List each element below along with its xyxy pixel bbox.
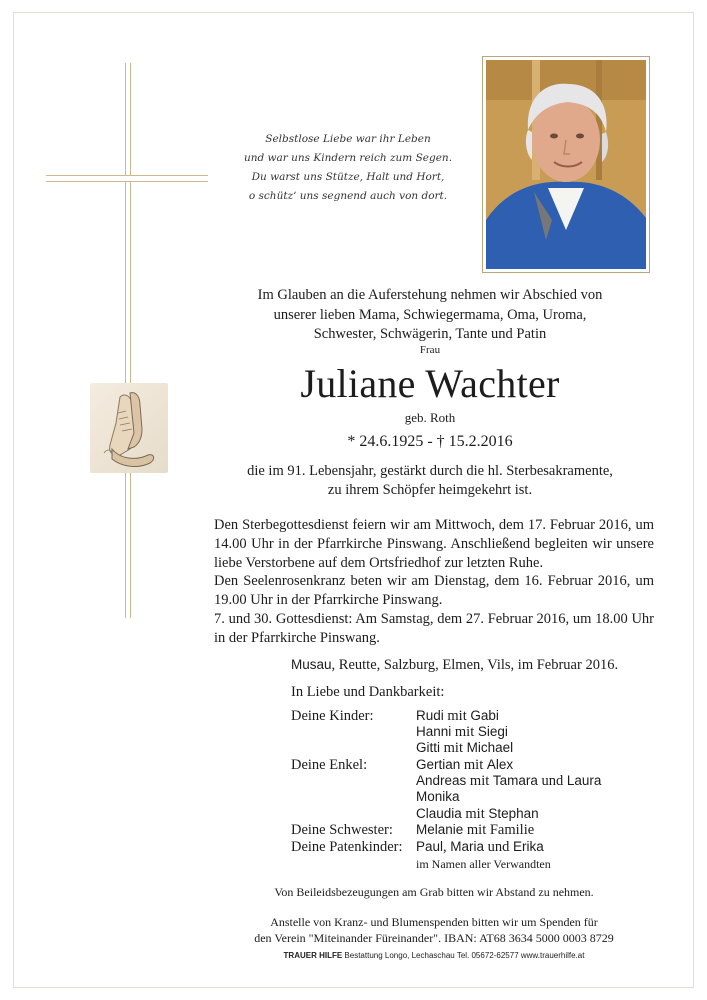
masses-paragraph: 7. und 30. Gottesdienst: Am Samstag, dem 27. Februar 2016, um 18.00 Uhr in der Pfarrkirche Pinswang. (214, 611, 654, 646)
mourner-line: Paul, Maria und Erika (416, 839, 544, 855)
poem (228, 130, 468, 206)
intro-text (230, 286, 630, 345)
place-town: Musau (291, 657, 332, 672)
poem-line: Selbstlose Liebe war ihr Leben (265, 133, 431, 145)
praying-hands-icon (90, 383, 168, 473)
grandchildren-label: Deine Enkel: (291, 757, 368, 773)
portrait-icon (486, 60, 646, 269)
mourner-line: Gertian mit Alex (416, 757, 514, 773)
place-rest: , Reutte, Salzburg, Elmen, Vils, im Februar 2016. (331, 657, 619, 673)
donation-note: Anstelle von Kranz- und Blumenspenden bitten wir um Spenden für den Verein "Miteinander Füreinander". IBAN: AT68 3634 5000 0003 8729 (254, 915, 614, 945)
poem-line: Du warst uns Stütze, Halt und Hort, (251, 171, 445, 183)
mourner-line: Monika (416, 789, 460, 804)
rosary-paragraph: Den Seelenrosenkranz beten wir am Dienstag, dem 16. Februar 2016, um 19.00 Uhr in der Pfarrkirche Pinswang. (214, 573, 654, 608)
praying-hands-image (90, 383, 168, 473)
intro-line: Im Glauben an die Auferstehung nehmen wir Abschied von (257, 287, 603, 303)
poem-line: und war uns Kindern reich zum Segen. (243, 152, 453, 164)
mourner-line: Andreas mit Tamara und Laura (416, 773, 602, 789)
children-label: Deine Kinder: (291, 708, 374, 724)
sister-label: Deine Schwester: (291, 822, 393, 838)
age-line: die im 91. Lebensjahr, gestärkt durch die hl. Sterbesakramente, (247, 463, 613, 479)
condolence-note: Von Beileidsbezeugungen am Grab bitten wir Abstand zu nehmen. (274, 885, 594, 899)
mourner-line: Melanie mit Familie (416, 822, 535, 838)
intro-line: unserer lieben Mama, Schwiegermama, Oma, Uroma, (273, 306, 587, 323)
mourner-line: Claudia mit Stephan (416, 806, 539, 822)
age-text (230, 462, 630, 500)
funeral-paragraph: Den Sterbegottesdienst feiern wir am Mittwoch, dem 17. Februar 2016, um 14.00 Uhr in der Pfarrkirche Pinswang. Anschließend begleiten wir unsere liebe Verstorbene auf dem Ortsfriedhof zur letzten Ruhe. (214, 517, 654, 571)
mourner-line: Hanni mit Siegi (416, 724, 508, 740)
intro-line: Schwester, Schwägerin, Tante und Patin (313, 326, 547, 342)
age-line: zu ihrem Schöpfer heimgekehrt ist. (327, 482, 533, 498)
funeral-home-credit: TRAUER HILFE Bestattung Longo, Lechaschau Tel. 05672-62577 www.trauerhilfe.at (283, 951, 585, 960)
portrait-photo (482, 56, 650, 273)
poem-line: o schütz‘ uns segnend auch von dort. (248, 190, 448, 202)
mourner-line: Gitti mit Michael (416, 740, 514, 756)
relatives-line: im Namen aller Verwandten (416, 857, 551, 871)
cross-vertical (125, 63, 131, 618)
thanks-line: In Liebe und Dankbarkeit: (291, 684, 445, 700)
mourner-line: Rudi mit Gabi (416, 708, 499, 724)
life-dates: * 24.6.1925 - † 15.2.2016 (347, 433, 513, 450)
deceased-name: Juliane Wachter (300, 361, 560, 406)
birth-name: geb. Roth (404, 410, 456, 425)
godchildren-label: Deine Patenkinder: (291, 839, 403, 855)
place-date (291, 657, 671, 674)
salutation: Frau (419, 344, 441, 356)
